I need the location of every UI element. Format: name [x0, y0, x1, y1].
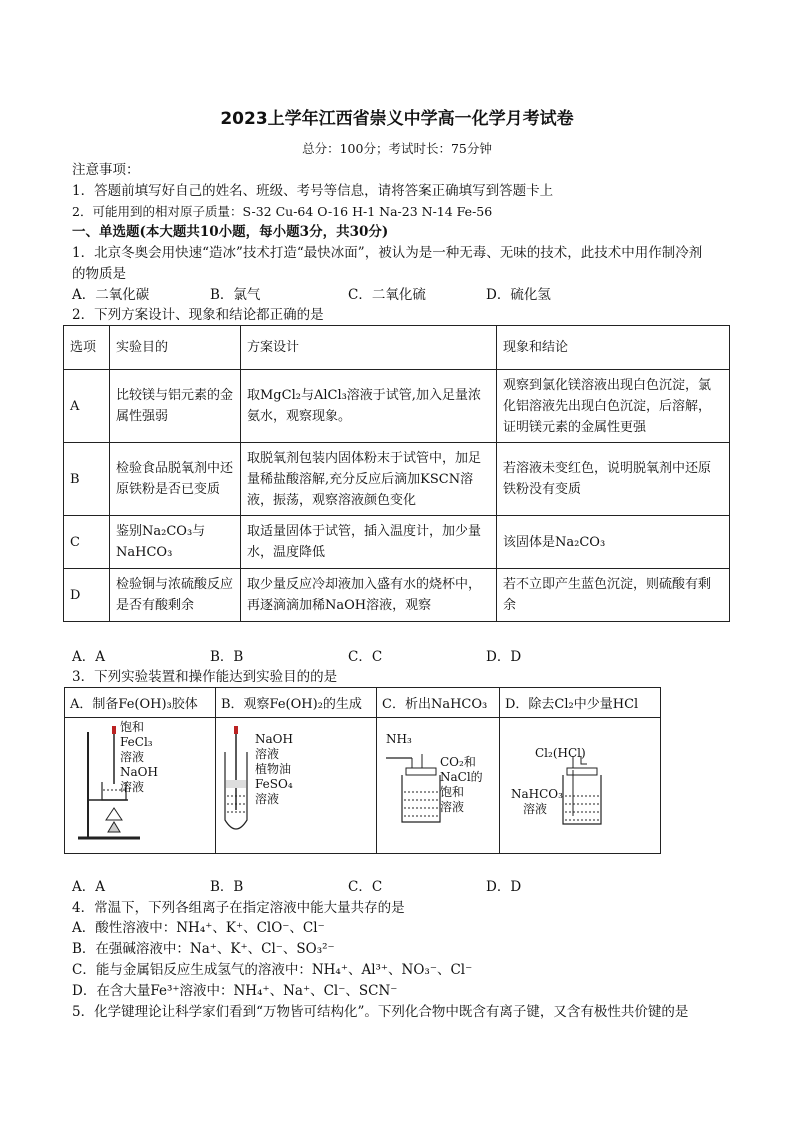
diagram-label: NaOH [120, 765, 158, 779]
apparatus-b [216, 718, 377, 854]
table-cell: A [64, 370, 110, 443]
option-a: A．A [72, 879, 105, 895]
table-cell: B [64, 443, 110, 516]
option-c: C．C [348, 649, 383, 665]
option-d: D．D [486, 879, 522, 895]
question-stem: 3．下列实验装置和操作能达到实验目的的是 [72, 669, 338, 685]
q3-table [64, 687, 661, 854]
table-header: A．制备Fe(OH)₃胶体 [65, 688, 216, 718]
option-d: D．D [486, 649, 522, 665]
table-header: 实验目的 [110, 326, 241, 370]
diagram-label: NaCl的 [440, 770, 483, 784]
apparatus-a [65, 718, 216, 854]
diagram-label: 溶液 [523, 802, 548, 816]
apparatus-c [377, 718, 500, 854]
diagram-label: CO₂和 [440, 755, 476, 769]
question-stem: 5．化学键理论让科学家们看到“万物皆可结构化”。下列化合物中既含有离子键，又含有极性共价键的是 [72, 1004, 689, 1020]
notice-item: 2．可能用到的相对原子质量：S-32 Cu-64 O-16 H-1 Na-23 N-14 Fe-56 [72, 204, 493, 219]
table-cell: 取适量固体于试管，插入温度计，加少量水，温度降低 [241, 516, 497, 569]
question-stem: 的物质是 [72, 266, 126, 282]
option-b: B．氯气 [210, 287, 261, 303]
section-heading: 一、单选题(本大题共10小题，每小题3分，共30分) [72, 224, 389, 240]
table-cell: 检验食品脱氧剂中还原铁粉是否已变质 [110, 443, 241, 516]
question-stem: 4．常温下，下列各组离子在指定溶液中能大量共存的是 [72, 900, 405, 916]
wash-bottle-diagram [505, 720, 655, 850]
table-header: 方案设计 [241, 326, 497, 370]
option-d: D．在含大量Fe³⁺溶液中：NH₄⁺、Na⁺、Cl⁻、SCN⁻ [72, 983, 398, 999]
table-cell: 该固体是Na₂CO₃ [497, 516, 730, 569]
table-row [64, 370, 730, 443]
diagram-label: FeCl₃ [120, 735, 153, 749]
diagram-label: NaOH [255, 732, 293, 746]
diagram-label: 饱和 [440, 785, 465, 799]
answer-options [72, 878, 732, 896]
option-a: A．二氧化碳 [72, 287, 150, 303]
table-header: C．析出NaHCO₃ [377, 688, 500, 718]
diagram-label: 溶液 [255, 747, 280, 761]
q2-table [63, 325, 730, 622]
table-cell: 检验铜与浓硫酸反应是否有酸剩余 [110, 569, 241, 622]
diagram-label: 溶液 [120, 750, 145, 764]
diagram-label: 溶液 [440, 800, 465, 814]
table-row [64, 569, 730, 622]
table-header: D．除去Cl₂中少量HCl [500, 688, 661, 718]
option-b: B．在强碱溶液中：Na⁺、K⁺、Cl⁻、SO₃²⁻ [72, 941, 335, 957]
page-title: 2023上学年江西省崇义中学高一化学月考试卷 [220, 109, 574, 129]
option-b: B．B [210, 879, 244, 895]
diagram-label: NH₃ [386, 732, 412, 746]
diagram-label: FeSO₄ [255, 777, 293, 791]
table-row [64, 516, 730, 569]
question-stem: 2．下列方案设计、现象和结论都正确的是 [72, 307, 324, 323]
table-cell: 若不立即产生蓝色沉淀，则硫酸有剩余 [497, 569, 730, 622]
table-header: 选项 [64, 326, 110, 370]
answer-options [72, 286, 732, 304]
table-cell: 比较镁与铝元素的金属性强弱 [110, 370, 241, 443]
diagram-label: Cl₂(HCl) [535, 746, 586, 760]
option-b: B．B [210, 649, 244, 665]
table-cell: 观察到氯化镁溶液出现白色沉淀，氯化铝溶液先出现白色沉淀，后溶解，证明镁元素的金属性更强 [497, 370, 730, 443]
notice-item: 1．答题前填写好自己的姓名、班级、考号等信息，请将答案正确填写到答题卡上 [72, 183, 554, 199]
option-c: C．二氧化硫 [348, 287, 426, 303]
exam-info: 总分：100分；考试时长：75分钟 [302, 141, 492, 156]
table-cell: 取脱氧剂包装内固体粉末于试管中，加足量稀盐酸溶解,充分反应后滴加KSCN溶液，振荡，观察溶液颜色变化 [241, 443, 497, 516]
table-row [64, 443, 730, 516]
diagram-label: 溶液 [255, 792, 280, 806]
table-header-row [64, 326, 730, 370]
table-header: B．观察Fe(OH)₂的生成 [216, 688, 377, 718]
table-header-row [65, 688, 661, 718]
option-d: D．硫化氢 [486, 287, 551, 303]
answer-options [72, 648, 732, 666]
table-cell: 鉴别Na₂CO₃与NaHCO₃ [110, 516, 241, 569]
apparatus-d [500, 718, 661, 854]
table-cell: C [64, 516, 110, 569]
table-cell: 若溶液未变红色，说明脱氧剂中还原铁粉没有变质 [497, 443, 730, 516]
diagram-label: 植物油 [255, 762, 292, 776]
option-a: A．酸性溶液中：NH₄⁺、K⁺、ClO⁻、Cl⁻ [72, 920, 325, 936]
diagram-label: 溶液 [120, 780, 145, 794]
table-cell: D [64, 569, 110, 622]
table-cell: 取MgCl₂与AlCl₃溶液于试管,加入足量浓氨水，观察现象。 [241, 370, 497, 443]
option-a: A．A [72, 649, 105, 665]
diagram-label: 饱和 [120, 720, 145, 734]
option-c: C．C [348, 879, 383, 895]
table-header: 现象和结论 [497, 326, 730, 370]
notice-heading: 注意事项： [72, 162, 140, 178]
option-c: C．能与金属铝反应生成氢气的溶液中：NH₄⁺、Al³⁺、NO₃⁻、Cl⁻ [72, 962, 473, 978]
table-row [65, 718, 661, 854]
question-stem: 1．北京冬奥会用快速“造冰”技术打造“最快冰面”，被认为是一种无毒、无味的技术，此技术中用作制冷剂 [72, 245, 703, 261]
diagram-label: NaHCO₃ [511, 787, 563, 801]
table-cell: 取少量反应冷却液加入盛有水的烧杯中，再逐滴滴加稀NaOH溶液，观察 [241, 569, 497, 622]
